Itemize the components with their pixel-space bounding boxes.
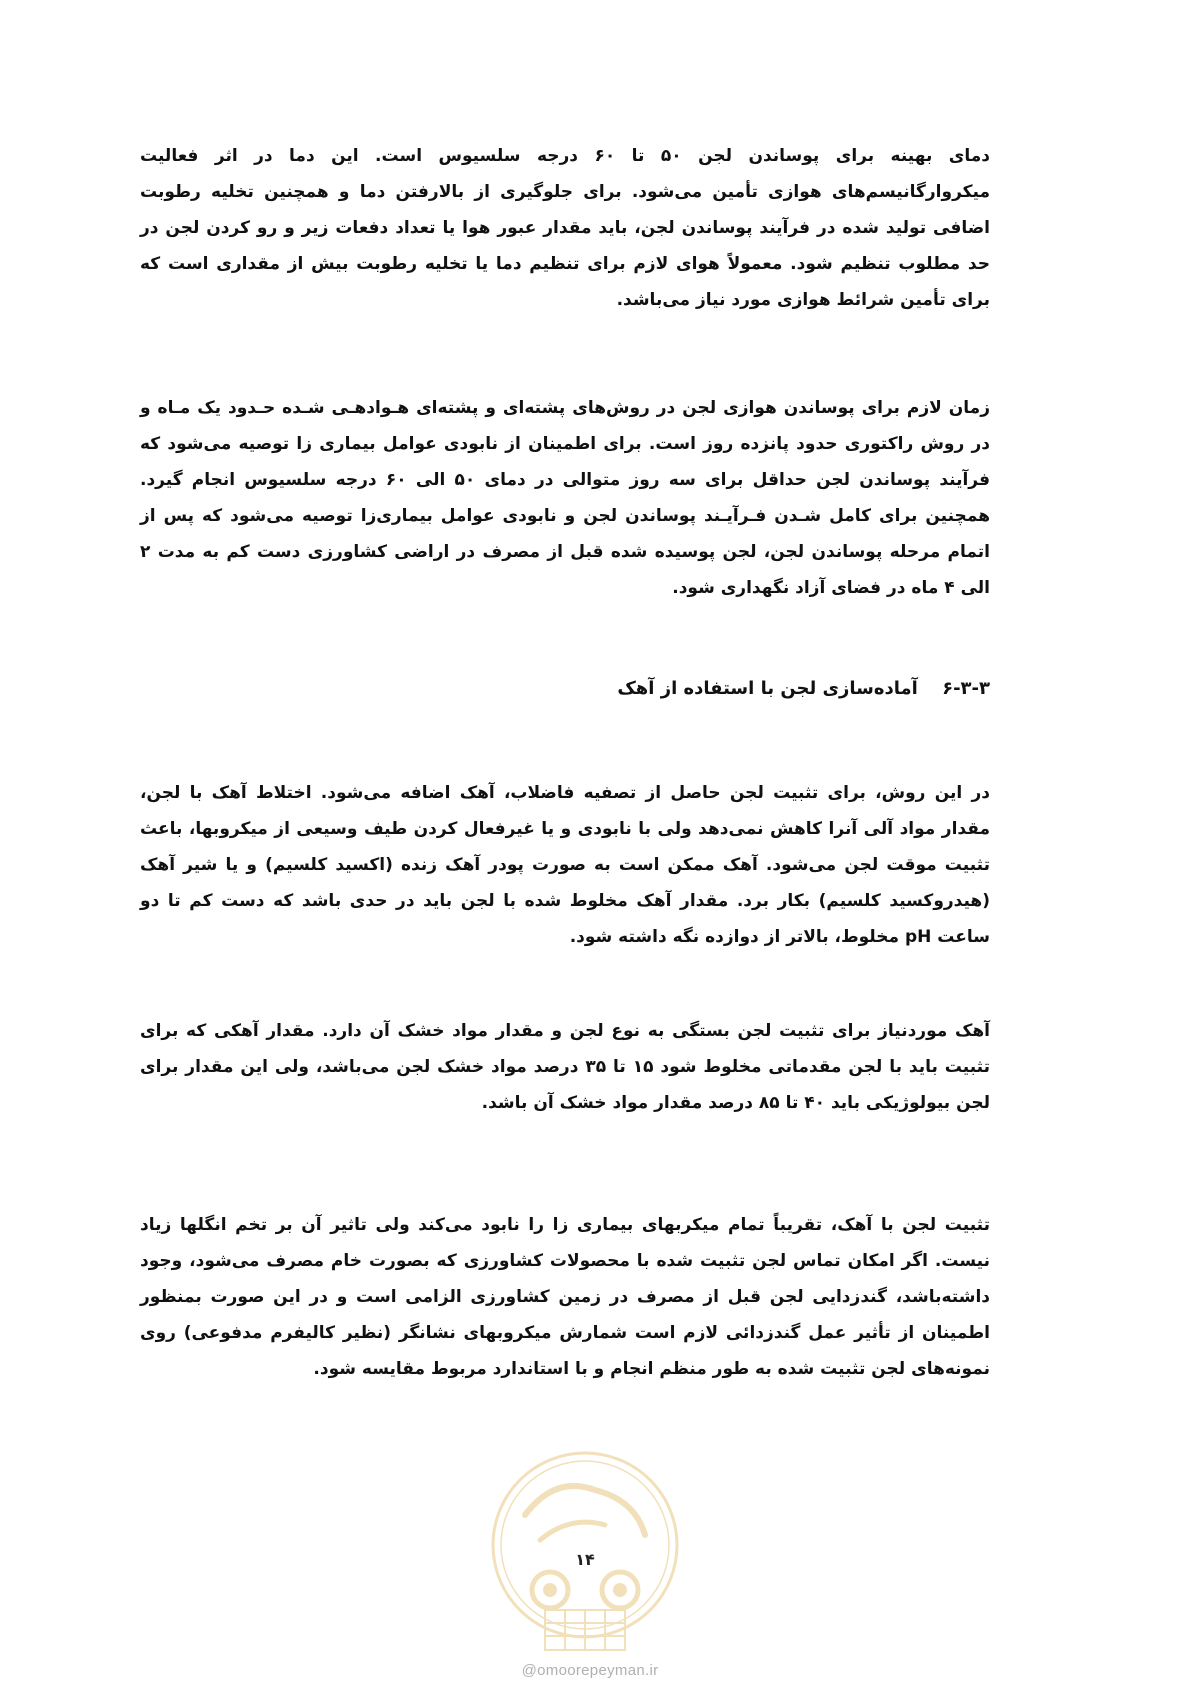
paragraph-composting-temperature: دمای بهینه برای پوساندن لجن ۵۰ تا ۶۰ درجه سلسیوس است. این دما در اثر فعالیت میکروارگانیسم‌های هوازی تأمین می‌شود. برای جلوگیری از بالارفتن دما و همچنین تخلیه رطوبت اضافی تولید شده در فرآیند پوساندن لجن، باید مقدار عبور هوا یا تعداد دفعات زیر و رو کردن لجن در حد مطلوب تنظیم شود. معمولاً هوای لازم برای تنظیم دما یا تخلیه رطوبت بیش از مقداری است که برای تأمین شرائط هوازی مورد نیاز می‌باشد. [140, 146, 990, 310]
section-heading [140, 674, 990, 704]
section-number: ۶-۳-۳ [942, 678, 990, 699]
paragraph-lime-method: در این روش، برای تثبیت لجن حاصل از تصفیه فاضلاب، آهک اضافه می‌شود. اختلاط آهک با لجن، مقدار مواد آلی آنرا کاهش نمی‌دهد ولی با نابودی و یا غیرفعال کردن طیف وسیعی از میکروبها، باعث تثبیت موقت لجن می‌شود. آهک ممکن است به صورت پودر آهک زنده (اکسید کلسیم) و یا شیر آهک (هیدروکسید کلسیم) بکار برد. مقدار آهک مخلوط شده با لجن باید در حدی باشد که دست کم تا دو ساعت pH مخلوط، بالاتر از دوازده نگه داشته شود. [140, 783, 990, 947]
section-title: آماده‌سازی لجن با استفاده از آهک [617, 678, 918, 699]
page-number: ۱۴ [575, 1550, 595, 1569]
paragraph-composting-time: زمان لازم برای پوساندن هوازی لجن در روش‌های پشته‌ای و پشته‌ای هـوادهـی شـده حـدود یک مـاه و در روش راکتوری حدود پانزده روز است. برای اطمینان از نابودی عوامل بیماری زا توصیه می‌شود که فرآیند پوساندن لجن حداقل برای سه روز متوالی در دمای ۵۰ الی ۶۰ درجه سلسیوس انجام گیرد. همچنین برای کامل شـدن فـرآیـند پوساندن لجن و نابودی عوامل بیماری‌زا توصیه می‌شود که پس از اتمام مرحله پوساندن لجن، لجن پوسیده شده قبل از مصرف در اراضی کشاورزی دست کم به مدت ۲ الی ۴ ماه در فضای آزاد نگهداری شود. [140, 398, 990, 598]
paragraph-lime-disinfection: تثبیت لجن با آهک، تقریباً تمام میکربهای بیماری زا را نابود می‌کند ولی تاثیر آن بر تخم انگلها زیاد نیست. اگر امکان تماس لجن تثبیت شده با محصولات کشاورزی که بصورت خام مصرف می‌شود، وجود داشته‌باشد، گندزدایی لجن قبل از مصرف در زمین کشاورزی الزامی است و در این صورت بمنظور اطمینان از تأثیر عمل گندزدائی لازم است شمارش میکروبهای نشانگر (نظیر کالیفرم مدفوعی) روی نمونه‌های لجن تثبیت شده به طور منظم انجام و با استاندارد مربوط مقایسه شود. [140, 1215, 990, 1379]
website-watermark: @omoorepeyman.ir [521, 1662, 659, 1679]
paragraph-lime-quantity: آهک موردنیاز برای تثبیت لجن بستگی به نوع لجن و مقدار مواد خشک آن دارد. مقدار آهکی که برای تثبیت باید با لجن مقدماتی مخلوط شود ۱۵ تا ۳۵ درصد مواد خشک لجن می‌باشد، ولی این مقدار برای لجن بیولوژیکی باید ۴۰ تا ۸۵ درصد مقدار مواد خشک آن باشد. [140, 1021, 990, 1113]
